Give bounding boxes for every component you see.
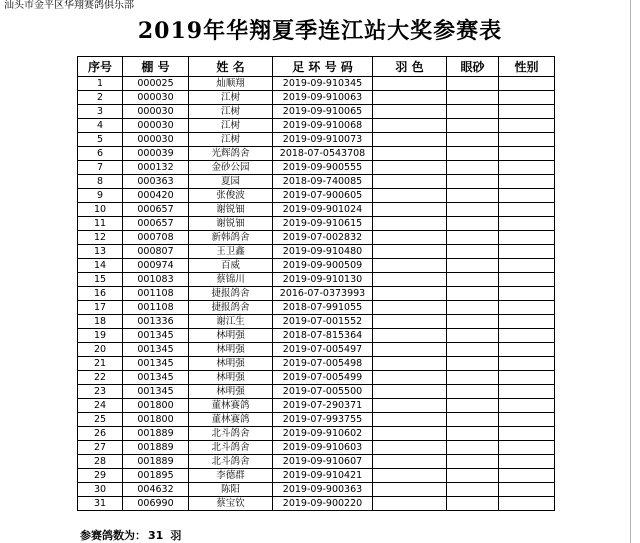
table-row — [78, 371, 555, 385]
feather-color-cell — [373, 329, 447, 343]
ring-no-cell: 2019-07-005497 — [273, 343, 373, 357]
eye-sign-cell — [447, 385, 499, 399]
name-cell: 江树 — [189, 105, 273, 119]
eye-sign-cell — [447, 119, 499, 133]
loft-no-cell: 000030 — [123, 133, 189, 147]
serial-cell: 22 — [78, 371, 123, 385]
entry-count-label: 参赛鸽数为： — [80, 529, 146, 542]
column-header-ring-no: 足 环 号 码 — [273, 57, 373, 77]
loft-no-cell: 001345 — [123, 343, 189, 357]
eye-sign-cell — [447, 133, 499, 147]
sex-cell — [499, 217, 555, 231]
serial-cell: 29 — [78, 469, 123, 483]
entry-count-value: 31 — [148, 529, 164, 542]
feather-color-cell — [373, 217, 447, 231]
name-cell: 江树 — [189, 119, 273, 133]
name-cell: 林明强 — [189, 357, 273, 371]
name-cell: 金砂公园 — [189, 161, 273, 175]
loft-no-cell: 000030 — [123, 91, 189, 105]
name-cell: 捷报鸽舍 — [189, 301, 273, 315]
loft-no-cell: 001800 — [123, 413, 189, 427]
sex-cell — [499, 147, 555, 161]
name-cell: 蔡宝钦 — [189, 497, 273, 511]
name-cell: 谢锐钿 — [189, 203, 273, 217]
sex-cell — [499, 91, 555, 105]
entry-table — [77, 56, 555, 511]
name-cell: 夏园 — [189, 175, 273, 189]
table-row — [78, 357, 555, 371]
eye-sign-cell — [447, 343, 499, 357]
name-cell: 董林赛鸽 — [189, 399, 273, 413]
name-cell: 李德群 — [189, 469, 273, 483]
sex-cell — [499, 105, 555, 119]
loft-no-cell: 000030 — [123, 119, 189, 133]
loft-no-cell: 001889 — [123, 455, 189, 469]
name-cell: 光辉鸽舍 — [189, 147, 273, 161]
table-row — [78, 259, 555, 273]
ring-no-cell: 2019-09-910603 — [273, 441, 373, 455]
sex-cell — [499, 203, 555, 217]
sex-cell — [499, 315, 555, 329]
loft-no-cell: 000363 — [123, 175, 189, 189]
ring-no-cell: 2019-09-910068 — [273, 119, 373, 133]
ring-no-cell: 2019-09-910607 — [273, 455, 373, 469]
table-row — [78, 91, 555, 105]
table-row — [78, 189, 555, 203]
loft-no-cell: 000657 — [123, 217, 189, 231]
serial-cell: 27 — [78, 441, 123, 455]
feather-color-cell — [373, 469, 447, 483]
ring-no-cell: 2019-09-901024 — [273, 203, 373, 217]
sex-cell — [499, 161, 555, 175]
feather-color-cell — [373, 343, 447, 357]
table-row — [78, 469, 555, 483]
table-row — [78, 231, 555, 245]
loft-no-cell: 001800 — [123, 399, 189, 413]
sex-cell — [499, 357, 555, 371]
sex-cell — [499, 273, 555, 287]
feather-color-cell — [373, 273, 447, 287]
table-row — [78, 245, 555, 259]
feather-color-cell — [373, 287, 447, 301]
sex-cell — [499, 245, 555, 259]
feather-color-cell — [373, 203, 447, 217]
feather-color-cell — [373, 133, 447, 147]
name-cell: 灿顺翔 — [189, 77, 273, 91]
sex-cell — [499, 371, 555, 385]
entry-count-unit: 羽 — [170, 529, 182, 542]
ring-no-cell: 2019-07-005500 — [273, 385, 373, 399]
feather-color-cell — [373, 357, 447, 371]
name-cell: 蔡锦川 — [189, 273, 273, 287]
feather-color-cell — [373, 497, 447, 511]
ring-no-cell: 2019-09-910065 — [273, 105, 373, 119]
name-cell: 北斗鸽舍 — [189, 441, 273, 455]
eye-sign-cell — [447, 161, 499, 175]
name-cell: 陈阳 — [189, 483, 273, 497]
table-row — [78, 455, 555, 469]
feather-color-cell — [373, 77, 447, 91]
table-row — [78, 427, 555, 441]
table-row — [78, 273, 555, 287]
serial-cell: 16 — [78, 287, 123, 301]
ring-no-cell: 2019-07-290371 — [273, 399, 373, 413]
ring-no-cell: 2019-09-910480 — [273, 245, 373, 259]
feather-color-cell — [373, 399, 447, 413]
feather-color-cell — [373, 161, 447, 175]
organization-name: 汕头市金平区华翔赛鸽俱乐部 — [4, 0, 134, 11]
column-header-feather-color: 羽 色 — [373, 57, 447, 77]
name-cell: 林明强 — [189, 343, 273, 357]
feather-color-cell — [373, 147, 447, 161]
eye-sign-cell — [447, 203, 499, 217]
eye-sign-cell — [447, 301, 499, 315]
eye-sign-cell — [447, 273, 499, 287]
serial-cell: 20 — [78, 343, 123, 357]
ring-no-cell: 2019-09-910615 — [273, 217, 373, 231]
sex-cell — [499, 287, 555, 301]
table-row — [78, 441, 555, 455]
eye-sign-cell — [447, 455, 499, 469]
name-cell: 捷报鸽舍 — [189, 287, 273, 301]
loft-no-cell: 001889 — [123, 427, 189, 441]
eye-sign-cell — [447, 77, 499, 91]
name-cell: 林明强 — [189, 371, 273, 385]
column-header-loft-no: 棚 号 — [123, 57, 189, 77]
table-body — [78, 77, 555, 511]
loft-no-cell: 000420 — [123, 189, 189, 203]
sex-cell — [499, 77, 555, 91]
page-title: 2019年华翔夏季连江站大奖参赛表 — [137, 18, 503, 44]
serial-cell: 12 — [78, 231, 123, 245]
loft-no-cell: 001345 — [123, 357, 189, 371]
eye-sign-cell — [447, 399, 499, 413]
eye-sign-cell — [447, 105, 499, 119]
eye-sign-cell — [447, 189, 499, 203]
table-row — [78, 105, 555, 119]
serial-cell: 18 — [78, 315, 123, 329]
feather-color-cell — [373, 385, 447, 399]
serial-cell: 15 — [78, 273, 123, 287]
name-cell: 北斗鸽舍 — [189, 455, 273, 469]
eye-sign-cell — [447, 427, 499, 441]
eye-sign-cell — [447, 287, 499, 301]
sex-cell — [499, 427, 555, 441]
table-row — [78, 315, 555, 329]
ring-no-cell: 2019-07-002832 — [273, 231, 373, 245]
sex-cell — [499, 231, 555, 245]
name-cell: 北斗鸽舍 — [189, 427, 273, 441]
table-row — [78, 203, 555, 217]
feather-color-cell — [373, 105, 447, 119]
table-row — [78, 161, 555, 175]
eye-sign-cell — [447, 371, 499, 385]
serial-cell: 14 — [78, 259, 123, 273]
table-row — [78, 217, 555, 231]
sex-cell — [499, 469, 555, 483]
eye-sign-cell — [447, 483, 499, 497]
table-row — [78, 497, 555, 511]
feather-color-cell — [373, 315, 447, 329]
ring-no-cell: 2019-09-910421 — [273, 469, 373, 483]
ring-no-cell: 2019-09-900509 — [273, 259, 373, 273]
ring-no-cell: 2018-07-0543708 — [273, 147, 373, 161]
sex-cell — [499, 483, 555, 497]
table-row — [78, 329, 555, 343]
eye-sign-cell — [447, 469, 499, 483]
serial-cell: 23 — [78, 385, 123, 399]
name-cell: 林明强 — [189, 329, 273, 343]
page-edge-divider — [630, 0, 631, 543]
feather-color-cell — [373, 441, 447, 455]
ring-no-cell: 2018-09-740085 — [273, 175, 373, 189]
feather-color-cell — [373, 119, 447, 133]
serial-cell: 19 — [78, 329, 123, 343]
loft-no-cell: 000030 — [123, 105, 189, 119]
loft-no-cell: 000657 — [123, 203, 189, 217]
serial-cell: 13 — [78, 245, 123, 259]
feather-color-cell — [373, 91, 447, 105]
loft-no-cell: 004632 — [123, 483, 189, 497]
ring-no-cell: 2018-07-815364 — [273, 329, 373, 343]
table-row — [78, 385, 555, 399]
name-cell: 谢锐钿 — [189, 217, 273, 231]
eye-sign-cell — [447, 91, 499, 105]
feather-color-cell — [373, 245, 447, 259]
ring-no-cell: 2019-09-900220 — [273, 497, 373, 511]
feather-color-cell — [373, 189, 447, 203]
loft-no-cell: 000039 — [123, 147, 189, 161]
eye-sign-cell — [447, 231, 499, 245]
name-cell: 百威 — [189, 259, 273, 273]
table-row — [78, 483, 555, 497]
feather-color-cell — [373, 231, 447, 245]
sex-cell — [499, 343, 555, 357]
feather-color-cell — [373, 175, 447, 189]
ring-no-cell: 2016-07-0373993 — [273, 287, 373, 301]
eye-sign-cell — [447, 175, 499, 189]
name-cell: 张俊波 — [189, 189, 273, 203]
loft-no-cell: 001895 — [123, 469, 189, 483]
eye-sign-cell — [447, 413, 499, 427]
eye-sign-cell — [447, 441, 499, 455]
table-row — [78, 175, 555, 189]
loft-no-cell: 006990 — [123, 497, 189, 511]
feather-color-cell — [373, 371, 447, 385]
serial-cell: 6 — [78, 147, 123, 161]
table-row — [78, 399, 555, 413]
sex-cell — [499, 133, 555, 147]
table-row — [78, 147, 555, 161]
name-cell: 谢江生 — [189, 315, 273, 329]
sex-cell — [499, 497, 555, 511]
loft-no-cell: 001108 — [123, 287, 189, 301]
sex-cell — [499, 413, 555, 427]
serial-cell: 31 — [78, 497, 123, 511]
ring-no-cell: 2019-09-910130 — [273, 273, 373, 287]
name-cell: 江树 — [189, 91, 273, 105]
sex-cell — [499, 175, 555, 189]
loft-no-cell: 000708 — [123, 231, 189, 245]
serial-cell: 3 — [78, 105, 123, 119]
loft-no-cell: 001345 — [123, 329, 189, 343]
loft-no-cell: 000025 — [123, 77, 189, 91]
eye-sign-cell — [447, 329, 499, 343]
name-cell: 王卫鑫 — [189, 245, 273, 259]
feather-color-cell — [373, 413, 447, 427]
eye-sign-cell — [447, 217, 499, 231]
serial-cell: 21 — [78, 357, 123, 371]
column-header-serial: 序号 — [78, 57, 123, 77]
loft-no-cell: 001345 — [123, 385, 189, 399]
column-header-eye-sign: 眼砂 — [447, 57, 499, 77]
eye-sign-cell — [447, 245, 499, 259]
table-row — [78, 77, 555, 91]
serial-cell: 8 — [78, 175, 123, 189]
table-row — [78, 343, 555, 357]
entry-count-summary — [80, 529, 181, 543]
loft-no-cell: 000974 — [123, 259, 189, 273]
serial-cell: 25 — [78, 413, 123, 427]
ring-no-cell: 2019-09-910063 — [273, 91, 373, 105]
serial-cell: 26 — [78, 427, 123, 441]
serial-cell: 10 — [78, 203, 123, 217]
ring-no-cell: 2018-07-991055 — [273, 301, 373, 315]
ring-no-cell: 2019-09-900363 — [273, 483, 373, 497]
ring-no-cell: 2019-09-910345 — [273, 77, 373, 91]
sex-cell — [499, 455, 555, 469]
column-header-sex: 性别 — [499, 57, 555, 77]
eye-sign-cell — [447, 147, 499, 161]
loft-no-cell: 001083 — [123, 273, 189, 287]
loft-no-cell: 001108 — [123, 301, 189, 315]
sex-cell — [499, 399, 555, 413]
ring-no-cell: 2019-07-001552 — [273, 315, 373, 329]
serial-cell: 7 — [78, 161, 123, 175]
eye-sign-cell — [447, 259, 499, 273]
sex-cell — [499, 301, 555, 315]
serial-cell: 17 — [78, 301, 123, 315]
feather-color-cell — [373, 301, 447, 315]
loft-no-cell: 001336 — [123, 315, 189, 329]
table-row — [78, 119, 555, 133]
eye-sign-cell — [447, 497, 499, 511]
sex-cell — [499, 119, 555, 133]
loft-no-cell: 000132 — [123, 161, 189, 175]
serial-cell: 5 — [78, 133, 123, 147]
serial-cell: 2 — [78, 91, 123, 105]
name-cell: 董林赛鸽 — [189, 413, 273, 427]
eye-sign-cell — [447, 357, 499, 371]
feather-color-cell — [373, 259, 447, 273]
column-header-name: 姓 名 — [189, 57, 273, 77]
sex-cell — [499, 441, 555, 455]
feather-color-cell — [373, 455, 447, 469]
sex-cell — [499, 385, 555, 399]
table-row — [78, 287, 555, 301]
feather-color-cell — [373, 483, 447, 497]
ring-no-cell: 2019-07-993755 — [273, 413, 373, 427]
ring-no-cell: 2019-07-005498 — [273, 357, 373, 371]
serial-cell: 9 — [78, 189, 123, 203]
ring-no-cell: 2019-07-005499 — [273, 371, 373, 385]
serial-cell: 30 — [78, 483, 123, 497]
serial-cell: 4 — [78, 119, 123, 133]
table-row — [78, 133, 555, 147]
serial-cell: 1 — [78, 77, 123, 91]
sex-cell — [499, 329, 555, 343]
eye-sign-cell — [447, 315, 499, 329]
sex-cell — [499, 189, 555, 203]
table-header-row — [78, 57, 555, 77]
serial-cell: 28 — [78, 455, 123, 469]
name-cell: 林明强 — [189, 385, 273, 399]
name-cell: 新韩鸽舍 — [189, 231, 273, 245]
table-row — [78, 413, 555, 427]
table-row — [78, 301, 555, 315]
ring-no-cell: 2019-09-900555 — [273, 161, 373, 175]
loft-no-cell: 001889 — [123, 441, 189, 455]
loft-no-cell: 001345 — [123, 371, 189, 385]
ring-no-cell: 2019-07-900605 — [273, 189, 373, 203]
feather-color-cell — [373, 427, 447, 441]
ring-no-cell: 2019-09-910073 — [273, 133, 373, 147]
ring-no-cell: 2019-09-910602 — [273, 427, 373, 441]
sex-cell — [499, 259, 555, 273]
serial-cell: 11 — [78, 217, 123, 231]
serial-cell: 24 — [78, 399, 123, 413]
name-cell: 江树 — [189, 133, 273, 147]
loft-no-cell: 000807 — [123, 245, 189, 259]
